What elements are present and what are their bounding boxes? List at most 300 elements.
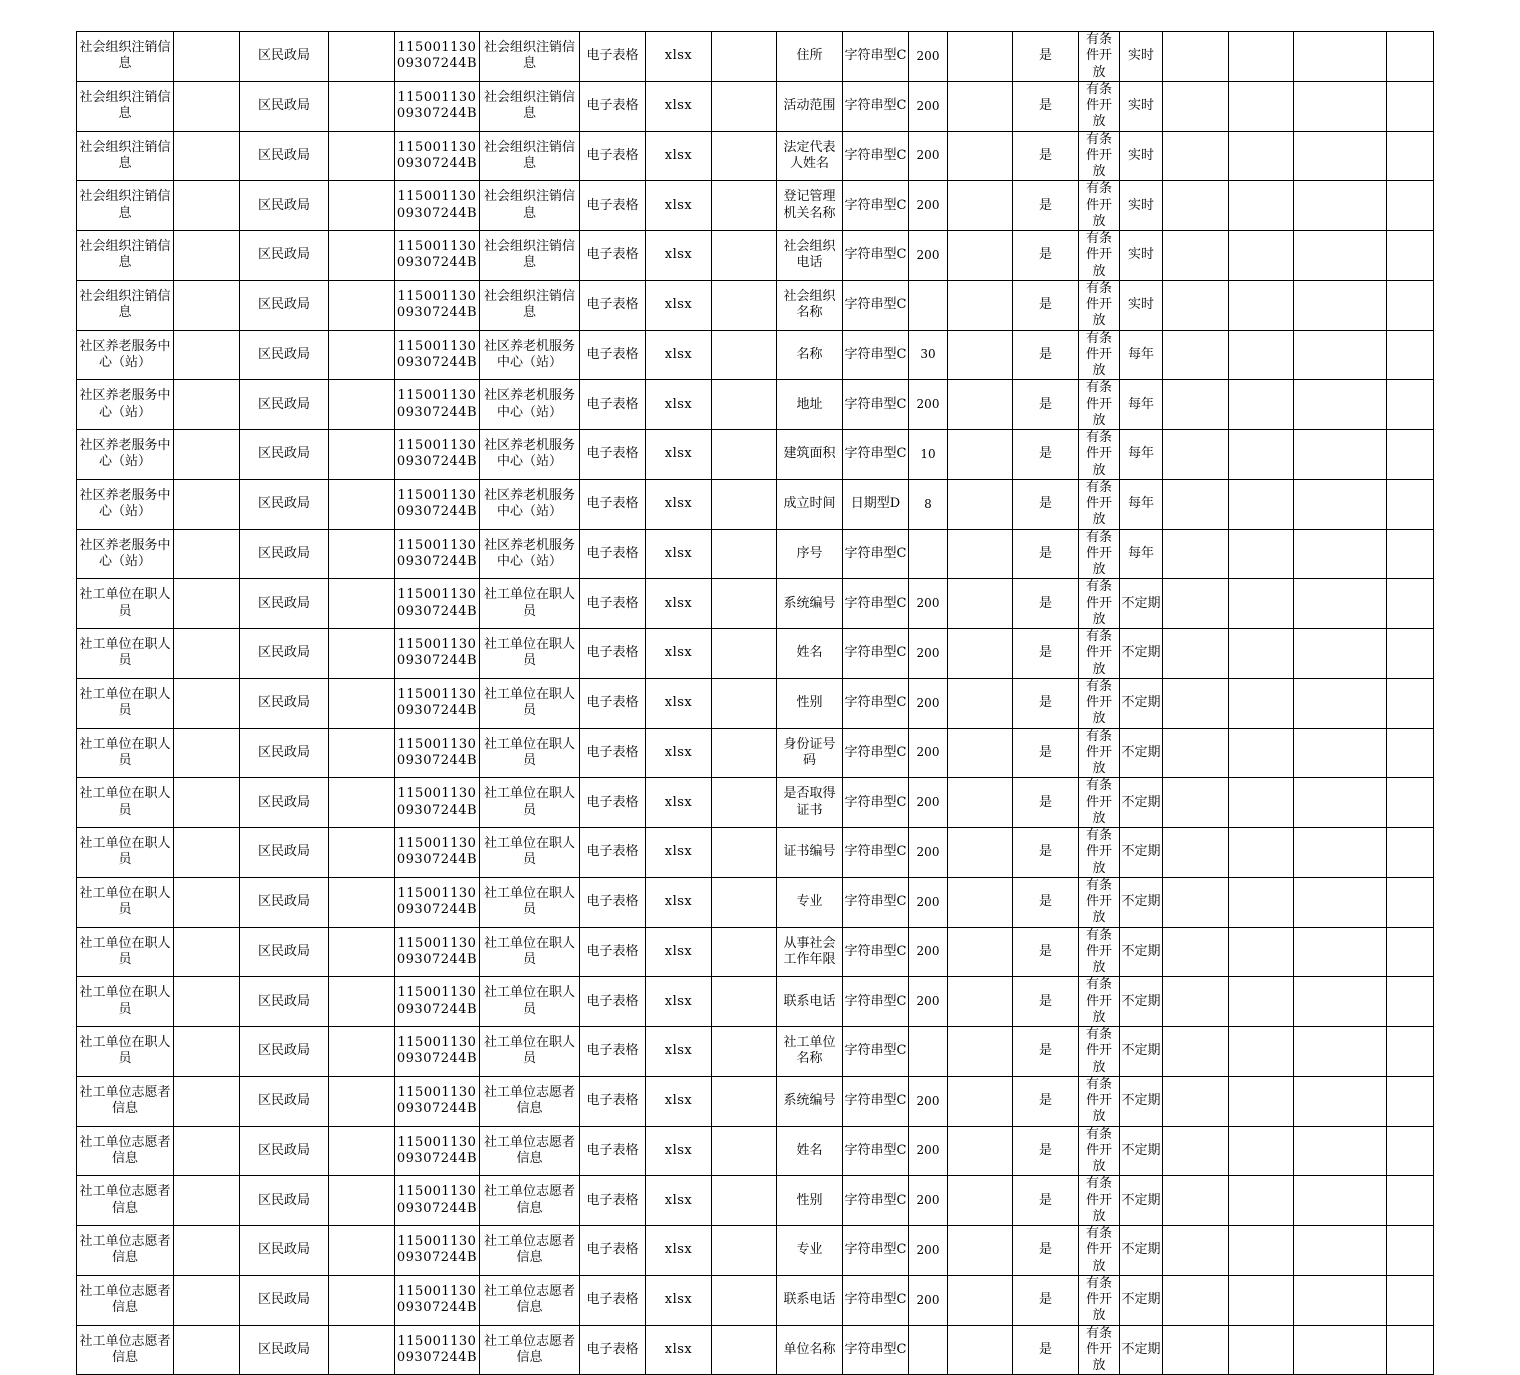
cell-blank [1163,1275,1229,1325]
cell-blank [174,529,240,579]
cell-blank [712,231,777,281]
cell-blank [1294,877,1387,927]
cell-department: 区民政局 [240,181,329,231]
cell-blank [1294,977,1387,1027]
cell-blank [329,728,395,778]
cell-blank [1229,1226,1294,1276]
cell-resource-name: 社工单位志愿者信息 [480,1176,580,1226]
cell-blank [1229,1126,1294,1176]
cell-extension: xlsx [646,728,712,778]
cell-format: 电子表格 [580,778,646,828]
cell-blank [712,131,777,181]
cell-resource-name: 社会组织注销信息 [480,81,580,131]
cell-required-flag: 是 [1013,231,1079,281]
cell-department: 区民政局 [240,280,329,330]
cell-update-frequency: 每年 [1120,330,1163,380]
cell-blank [712,430,777,480]
cell-blank [1387,1126,1434,1176]
cell-blank [329,330,395,380]
table-row [77,1325,1434,1375]
cell-data-name: 社工单位志愿者信息 [77,1076,174,1126]
cell-department: 区民政局 [240,1176,329,1226]
cell-field-name: 系统编号 [777,1076,843,1126]
cell-blank [1387,579,1434,629]
cell-blank [329,131,395,181]
cell-blank [1163,579,1229,629]
cell-blank [329,1176,395,1226]
cell-field-type: 字符串型C [843,728,909,778]
cell-blank [1294,529,1387,579]
table-row [77,529,1434,579]
cell-field-length [909,529,948,579]
cell-required-flag: 是 [1013,81,1079,131]
table-row [77,231,1434,281]
cell-required-flag: 是 [1013,330,1079,380]
cell-blank [1163,330,1229,380]
cell-blank [1294,479,1387,529]
cell-credit-code: 11500113009307244B [395,1275,480,1325]
cell-blank [329,181,395,231]
cell-field-name: 单位名称 [777,1325,843,1375]
cell-open-type: 有条件开放 [1079,1325,1120,1375]
cell-blank [1294,131,1387,181]
cell-blank [712,1027,777,1077]
cell-update-frequency: 不定期 [1120,778,1163,828]
cell-blank [329,380,395,430]
cell-update-frequency: 每年 [1120,380,1163,430]
cell-extension: xlsx [646,977,712,1027]
cell-open-type: 有条件开放 [1079,231,1120,281]
cell-field-length: 30 [909,330,948,380]
cell-field-name: 联系电话 [777,977,843,1027]
cell-field-name: 地址 [777,380,843,430]
cell-update-frequency: 实时 [1120,81,1163,131]
cell-blank [1294,1226,1387,1276]
cell-field-name: 姓名 [777,629,843,679]
cell-department: 区民政局 [240,828,329,878]
table-row [77,579,1434,629]
cell-blank [1294,380,1387,430]
cell-blank [329,579,395,629]
cell-blank [329,479,395,529]
cell-blank [1387,430,1434,480]
cell-blank [1387,32,1434,82]
cell-open-type: 有条件开放 [1079,131,1120,181]
cell-blank [174,579,240,629]
cell-data-name: 社工单位在职人员 [77,778,174,828]
cell-format: 电子表格 [580,629,646,679]
cell-blank [1294,1076,1387,1126]
cell-open-type: 有条件开放 [1079,1275,1120,1325]
cell-update-frequency: 不定期 [1120,1076,1163,1126]
cell-credit-code: 11500113009307244B [395,131,480,181]
cell-field-length: 200 [909,181,948,231]
cell-blank [174,131,240,181]
cell-blank [174,877,240,927]
cell-field-type: 字符串型C [843,1226,909,1276]
cell-open-type: 有条件开放 [1079,828,1120,878]
cell-field-name: 性别 [777,1176,843,1226]
cell-extension: xlsx [646,678,712,728]
cell-field-type: 字符串型C [843,1275,909,1325]
cell-required-flag: 是 [1013,579,1079,629]
cell-format: 电子表格 [580,529,646,579]
cell-field-name: 专业 [777,877,843,927]
cell-blank [1294,728,1387,778]
cell-extension: xlsx [646,430,712,480]
cell-data-name: 社会组织注销信息 [77,181,174,231]
cell-extension: xlsx [646,330,712,380]
table-row [77,977,1434,1027]
cell-blank [1294,927,1387,977]
cell-blank [948,828,1013,878]
cell-blank [712,778,777,828]
cell-field-name: 从事社会工作年限 [777,927,843,977]
cell-format: 电子表格 [580,877,646,927]
cell-update-frequency: 不定期 [1120,927,1163,977]
cell-blank [1294,181,1387,231]
cell-department: 区民政局 [240,231,329,281]
cell-blank [1229,81,1294,131]
table-row [77,280,1434,330]
cell-blank [712,1076,777,1126]
cell-required-flag: 是 [1013,1226,1079,1276]
cell-blank [1294,629,1387,679]
cell-required-flag: 是 [1013,1325,1079,1375]
cell-resource-name: 社区养老机服务中心（站） [480,479,580,529]
cell-blank [329,430,395,480]
cell-required-flag: 是 [1013,778,1079,828]
cell-department: 区民政局 [240,32,329,82]
cell-field-length: 200 [909,778,948,828]
data-catalog-table [76,31,1434,1375]
cell-open-type: 有条件开放 [1079,380,1120,430]
cell-required-flag: 是 [1013,529,1079,579]
cell-open-type: 有条件开放 [1079,927,1120,977]
cell-update-frequency: 每年 [1120,529,1163,579]
cell-blank [948,1325,1013,1375]
cell-credit-code: 11500113009307244B [395,1076,480,1126]
cell-field-name: 是否取得证书 [777,778,843,828]
cell-blank [1294,32,1387,82]
cell-field-length: 200 [909,1176,948,1226]
cell-credit-code: 11500113009307244B [395,1126,480,1176]
cell-format: 电子表格 [580,181,646,231]
cell-resource-name: 社工单位志愿者信息 [480,1076,580,1126]
cell-update-frequency: 实时 [1120,181,1163,231]
cell-extension: xlsx [646,81,712,131]
cell-credit-code: 11500113009307244B [395,629,480,679]
cell-extension: xlsx [646,1275,712,1325]
cell-blank [948,32,1013,82]
cell-field-type: 字符串型C [843,1076,909,1126]
cell-blank [1294,1275,1387,1325]
cell-data-name: 社区养老服务中心（站） [77,380,174,430]
cell-update-frequency: 不定期 [1120,828,1163,878]
cell-blank [1229,330,1294,380]
cell-blank [1163,479,1229,529]
cell-blank [1163,181,1229,231]
cell-blank [329,280,395,330]
table-row [77,1226,1434,1276]
cell-open-type: 有条件开放 [1079,1076,1120,1126]
cell-blank [948,877,1013,927]
cell-blank [1294,579,1387,629]
cell-blank [174,1325,240,1375]
cell-blank [712,280,777,330]
cell-blank [174,828,240,878]
cell-credit-code: 11500113009307244B [395,1226,480,1276]
cell-resource-name: 社工单位在职人员 [480,629,580,679]
cell-extension: xlsx [646,181,712,231]
cell-blank [174,181,240,231]
cell-open-type: 有条件开放 [1079,330,1120,380]
cell-blank [329,1325,395,1375]
cell-field-type: 字符串型C [843,977,909,1027]
table-row [77,1076,1434,1126]
cell-extension: xlsx [646,778,712,828]
cell-format: 电子表格 [580,32,646,82]
cell-open-type: 有条件开放 [1079,579,1120,629]
cell-blank [948,1226,1013,1276]
cell-update-frequency: 实时 [1120,280,1163,330]
cell-field-name: 性别 [777,678,843,728]
cell-blank [1294,330,1387,380]
cell-update-frequency: 不定期 [1120,629,1163,679]
cell-department: 区民政局 [240,1076,329,1126]
cell-blank [1163,131,1229,181]
cell-blank [1163,1076,1229,1126]
cell-field-length: 200 [909,231,948,281]
cell-blank [329,1275,395,1325]
cell-extension: xlsx [646,828,712,878]
cell-blank [948,629,1013,679]
cell-blank [1163,778,1229,828]
cell-field-name: 社会组织电话 [777,231,843,281]
cell-field-length: 200 [909,380,948,430]
cell-blank [1294,1027,1387,1077]
cell-field-name: 成立时间 [777,479,843,529]
cell-blank [174,1027,240,1077]
cell-blank [1163,1126,1229,1176]
cell-blank [1229,977,1294,1027]
cell-department: 区民政局 [240,629,329,679]
cell-field-length: 200 [909,678,948,728]
cell-format: 电子表格 [580,479,646,529]
cell-blank [1163,1325,1229,1375]
cell-blank [712,479,777,529]
cell-blank [712,1126,777,1176]
cell-field-length: 200 [909,81,948,131]
cell-blank [1163,231,1229,281]
cell-blank [1294,1325,1387,1375]
cell-data-name: 社区养老服务中心（站） [77,529,174,579]
cell-blank [329,231,395,281]
cell-data-name: 社会组织注销信息 [77,81,174,131]
cell-department: 区民政局 [240,131,329,181]
cell-field-type: 字符串型C [843,927,909,977]
cell-blank [1229,877,1294,927]
cell-update-frequency: 不定期 [1120,1126,1163,1176]
cell-blank [174,1126,240,1176]
table-row [77,330,1434,380]
cell-extension: xlsx [646,231,712,281]
cell-extension: xlsx [646,280,712,330]
table-row [77,380,1434,430]
cell-required-flag: 是 [1013,977,1079,1027]
cell-blank [1163,430,1229,480]
cell-blank [948,330,1013,380]
cell-resource-name: 社区养老机服务中心（站） [480,430,580,480]
cell-resource-name: 社工单位志愿者信息 [480,1226,580,1276]
cell-blank [1163,1176,1229,1226]
table-row [77,1275,1434,1325]
table-row [77,81,1434,131]
table-row [77,728,1434,778]
cell-format: 电子表格 [580,231,646,281]
cell-data-name: 社工单位在职人员 [77,977,174,1027]
cell-data-name: 社工单位在职人员 [77,877,174,927]
cell-field-length: 8 [909,479,948,529]
cell-blank [712,81,777,131]
cell-resource-name: 社工单位在职人员 [480,828,580,878]
cell-format: 电子表格 [580,131,646,181]
cell-open-type: 有条件开放 [1079,778,1120,828]
cell-blank [174,629,240,679]
cell-open-type: 有条件开放 [1079,1226,1120,1276]
cell-update-frequency: 每年 [1120,430,1163,480]
cell-required-flag: 是 [1013,32,1079,82]
table-row [77,1126,1434,1176]
cell-blank [1229,479,1294,529]
cell-blank [1163,828,1229,878]
cell-blank [1387,380,1434,430]
cell-credit-code: 11500113009307244B [395,479,480,529]
cell-required-flag: 是 [1013,728,1079,778]
cell-format: 电子表格 [580,1176,646,1226]
cell-data-name: 社工单位在职人员 [77,579,174,629]
cell-blank [174,977,240,1027]
cell-blank [1387,1226,1434,1276]
cell-department: 区民政局 [240,678,329,728]
cell-blank [174,678,240,728]
cell-update-frequency: 不定期 [1120,1176,1163,1226]
cell-required-flag: 是 [1013,181,1079,231]
cell-blank [1163,629,1229,679]
cell-field-name: 建筑面积 [777,430,843,480]
cell-blank [329,977,395,1027]
cell-blank [1163,280,1229,330]
cell-blank [1294,678,1387,728]
cell-blank [1229,1176,1294,1226]
cell-blank [712,728,777,778]
cell-update-frequency: 实时 [1120,131,1163,181]
table-row [77,1027,1434,1077]
cell-resource-name: 社会组织注销信息 [480,231,580,281]
cell-extension: xlsx [646,479,712,529]
cell-blank [1294,280,1387,330]
cell-resource-name: 社工单位在职人员 [480,927,580,977]
cell-blank [329,529,395,579]
cell-resource-name: 社工单位在职人员 [480,728,580,778]
cell-blank [712,579,777,629]
table-row [77,629,1434,679]
cell-blank [1229,927,1294,977]
cell-resource-name: 社工单位在职人员 [480,678,580,728]
cell-blank [1387,231,1434,281]
cell-blank [712,181,777,231]
cell-department: 区民政局 [240,579,329,629]
cell-blank [1387,280,1434,330]
cell-format: 电子表格 [580,977,646,1027]
cell-resource-name: 社区养老机服务中心（站） [480,529,580,579]
cell-department: 区民政局 [240,430,329,480]
cell-data-name: 社工单位志愿者信息 [77,1176,174,1226]
cell-field-type: 字符串型C [843,380,909,430]
cell-format: 电子表格 [580,430,646,480]
cell-field-name: 证书编号 [777,828,843,878]
cell-format: 电子表格 [580,1275,646,1325]
cell-blank [1229,131,1294,181]
cell-open-type: 有条件开放 [1079,1126,1120,1176]
cell-department: 区民政局 [240,778,329,828]
cell-credit-code: 11500113009307244B [395,977,480,1027]
cell-field-type: 字符串型C [843,1027,909,1077]
cell-field-length: 200 [909,629,948,679]
cell-format: 电子表格 [580,1027,646,1077]
table-body [77,32,1434,1375]
cell-format: 电子表格 [580,380,646,430]
cell-blank [1229,579,1294,629]
cell-credit-code: 11500113009307244B [395,280,480,330]
cell-field-length: 200 [909,828,948,878]
cell-credit-code: 11500113009307244B [395,728,480,778]
cell-department: 区民政局 [240,728,329,778]
cell-department: 区民政局 [240,330,329,380]
cell-blank [1387,828,1434,878]
cell-blank [174,430,240,480]
cell-extension: xlsx [646,131,712,181]
cell-field-length: 10 [909,430,948,480]
cell-blank [174,927,240,977]
cell-blank [948,430,1013,480]
cell-blank [1387,529,1434,579]
cell-required-flag: 是 [1013,678,1079,728]
cell-required-flag: 是 [1013,280,1079,330]
cell-field-type: 字符串型C [843,877,909,927]
cell-blank [174,1275,240,1325]
cell-blank [712,380,777,430]
cell-required-flag: 是 [1013,1275,1079,1325]
cell-extension: xlsx [646,1325,712,1375]
cell-field-type: 字符串型C [843,430,909,480]
cell-field-name: 社会组织名称 [777,280,843,330]
cell-resource-name: 社会组织注销信息 [480,131,580,181]
cell-required-flag: 是 [1013,131,1079,181]
cell-department: 区民政局 [240,927,329,977]
cell-format: 电子表格 [580,1325,646,1375]
cell-credit-code: 11500113009307244B [395,1325,480,1375]
cell-blank [329,828,395,878]
cell-resource-name: 社工单位志愿者信息 [480,1126,580,1176]
cell-required-flag: 是 [1013,479,1079,529]
cell-field-type: 字符串型C [843,181,909,231]
cell-blank [1163,81,1229,131]
cell-blank [1387,1027,1434,1077]
table-row [77,778,1434,828]
cell-open-type: 有条件开放 [1079,479,1120,529]
cell-extension: xlsx [646,1176,712,1226]
